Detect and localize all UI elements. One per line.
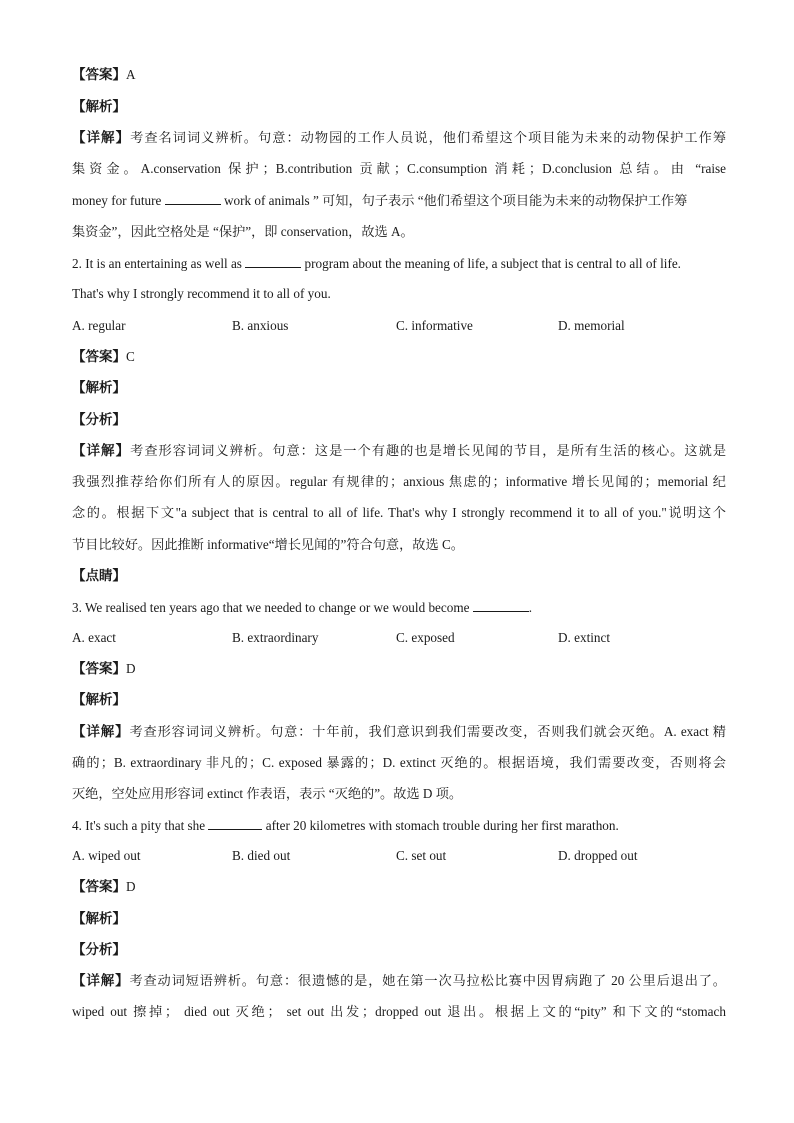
q1-detail-line-4: 集资金”，因此空格处是 “保护”，即 conservation，故选 A。 bbox=[72, 224, 414, 239]
option-a: A. exact bbox=[72, 630, 116, 645]
analysis-tag: 【解析】 bbox=[72, 380, 126, 396]
answer-value: D bbox=[126, 879, 136, 894]
q4-analyze-line bbox=[72, 941, 726, 959]
q3-detail-line-1: 【详解】考查形容词词义辨析。句意：十年前，我们意识到我们需要改变，否则我们就会灭绝。A. exact 精 bbox=[72, 724, 726, 740]
answer-tag: 【答案】 bbox=[72, 349, 126, 365]
q2-answer-line bbox=[72, 348, 726, 366]
analysis-tag: 【解析】 bbox=[72, 692, 126, 708]
q4-answer-line bbox=[72, 878, 726, 896]
option-a: A. regular bbox=[72, 318, 126, 333]
q2-analyze-line bbox=[72, 411, 726, 429]
option-a: A. wiped out bbox=[72, 848, 141, 863]
answer-blank bbox=[165, 191, 221, 205]
q2-detail-line-1: 【详解】考查形容词词义辨析。句意：这是一个有趣的也是增长见闻的节目，是所有生活的核心。这就是 bbox=[72, 443, 727, 459]
q2-detail-line-3: 念的。根据下文"a subject that is central to all of life. That's why I strongly recommend it to all of you."说明这个 bbox=[72, 505, 726, 520]
q2-analysis-line bbox=[72, 379, 726, 397]
detail-tag: 【详解】 bbox=[72, 130, 131, 146]
q2-detail-line-2: 我强烈推荐给你们所有人的原因。regular 有规律的；anxious 焦虑的；informative 增长见闻的；memorial 纪 bbox=[72, 474, 726, 489]
answer-blank bbox=[473, 598, 529, 612]
q2-stem-line-2: That's why I strongly recommend it to all of you. bbox=[72, 286, 331, 301]
q3-detail-line-3: 灭绝，空处应用形容词 extinct 作表语，表示 “灭绝的”。故选 D 项。 bbox=[72, 786, 463, 801]
detail-tag: 【详解】 bbox=[72, 724, 130, 740]
analyze-tag: 【分析】 bbox=[72, 412, 126, 428]
answer-tag: 【答案】 bbox=[72, 661, 126, 677]
q1-detail-line-2: 集资金。A.conservation 保护；B.contribution 贡献；C.consumption 消耗；D.conclusion 总结。由 “raise bbox=[72, 161, 726, 176]
q2-detail-line-4: 节目比较好。因此推断 informative“增长见闻的”符合句意，故选 C。 bbox=[72, 537, 464, 552]
detail-tag: 【详解】 bbox=[72, 973, 130, 989]
q2-points-line bbox=[72, 567, 726, 585]
answer-tag: 【答案】 bbox=[72, 67, 126, 83]
q3-answer-line bbox=[72, 660, 726, 678]
analysis-tag: 【解析】 bbox=[72, 99, 126, 115]
answer-tag: 【答案】 bbox=[72, 879, 126, 895]
analyze-tag: 【分析】 bbox=[72, 942, 126, 958]
answer-blank bbox=[208, 816, 262, 830]
q4-analysis-line bbox=[72, 910, 726, 928]
option-d: D. extinct bbox=[558, 630, 611, 645]
option-c: C. exposed bbox=[396, 630, 455, 645]
q4-detail-line-2: wiped out 擦掉； died out 灭绝； set out 出发；dropped out 退出。根据上文的“pity” 和下文的“stomach bbox=[72, 1004, 726, 1019]
option-d: D. dropped out bbox=[558, 848, 638, 863]
option-b: B. died out bbox=[232, 848, 291, 863]
option-b: B. extraordinary bbox=[232, 630, 319, 645]
answer-value: C bbox=[126, 349, 135, 364]
q3-analysis-line bbox=[72, 691, 726, 709]
q3-stem: 3. We realised ten years ago that we needed to change or we would become . bbox=[72, 600, 533, 615]
q1-answer-line bbox=[72, 66, 726, 84]
option-b: B. anxious bbox=[232, 318, 289, 333]
option-d: D. memorial bbox=[558, 318, 625, 333]
answer-blank bbox=[245, 254, 301, 268]
q1-detail-line-3: money for future work of animals ” 可知，句子表示 “他们希望这个项目能为未来的动物保护工作筹 bbox=[72, 193, 688, 208]
q4-detail-line-1: 【详解】考查动词短语辨析。句意：很遗憾的是，她在第一次马拉松比赛中因胃病跑了 20 公里后退出了。 bbox=[72, 973, 726, 989]
analysis-tag: 【解析】 bbox=[72, 911, 126, 927]
q2-stem-line-1: 2. It is an entertaining as well as program about the meaning of life, a subject that is central to all of life. bbox=[72, 256, 681, 271]
q3-detail-line-2: 确的；B. extraordinary 非凡的；C. exposed 暴露的；D. extinct 灭绝的。根据语境，我们需要改变，否则将会 bbox=[72, 755, 726, 770]
q1-detail-line-1: 【详解】考查名词词义辨析。句意：动物园的工作人员说，他们希望这个项目能为未来的动物保护工作筹 bbox=[72, 130, 727, 146]
answer-value: A bbox=[126, 67, 136, 82]
q1-analysis-line bbox=[72, 98, 726, 116]
detail-tag: 【详解】 bbox=[72, 443, 131, 459]
answer-value: D bbox=[126, 661, 136, 676]
option-c: C. informative bbox=[396, 318, 473, 333]
points-tag: 【点睛】 bbox=[72, 568, 126, 584]
q4-stem: 4. It's such a pity that she after 20 kilometres with stomach trouble during her first marathon. bbox=[72, 818, 619, 833]
option-c: C. set out bbox=[396, 848, 447, 863]
